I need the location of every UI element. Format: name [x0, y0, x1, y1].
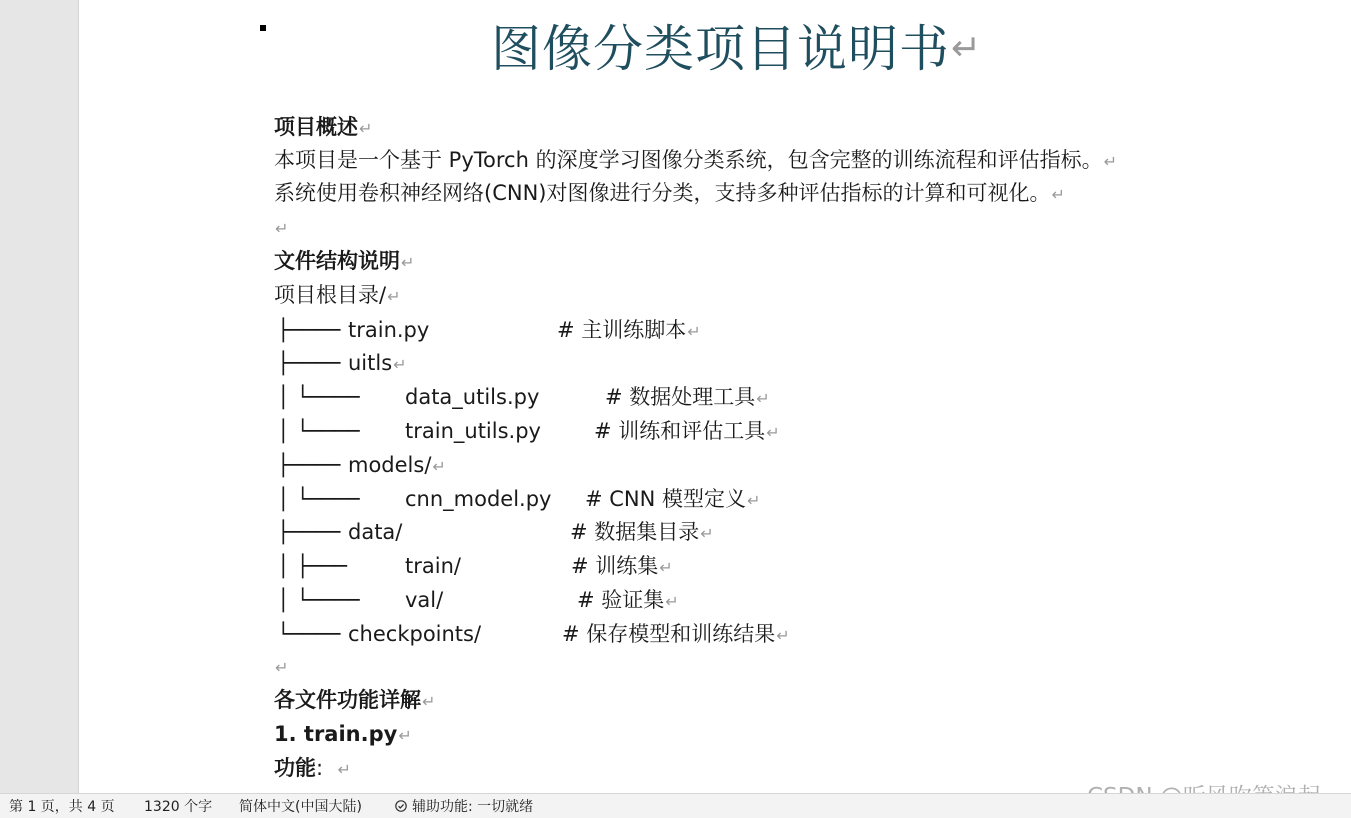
text-cursor-marker	[260, 25, 266, 31]
heading-overview[interactable]	[274, 112, 372, 144]
tree-item-comment: # 训练集↵	[571, 554, 673, 578]
tree-item-name[interactable]: train/	[405, 554, 461, 578]
status-accessibility[interactable]	[394, 798, 533, 816]
heading-details[interactable]	[274, 685, 435, 717]
empty-paragraph[interactable]	[274, 651, 288, 683]
paragraph-mark-icon: ↵	[659, 558, 673, 577]
paragraph-mark-icon: ↵	[700, 524, 714, 543]
document-title[interactable]	[491, 18, 982, 80]
heading-item-1[interactable]	[274, 719, 412, 751]
paragraph-mark-icon: ↵	[393, 355, 407, 374]
tree-prefix: ├────	[277, 453, 341, 477]
heading-text: 1. train.py	[274, 722, 398, 746]
overview-line-1[interactable]	[274, 145, 1117, 177]
tree-item-name[interactable]: checkpoints/	[348, 622, 482, 646]
paragraph-mark-icon: ↵	[776, 626, 790, 645]
function-colon: :	[316, 756, 324, 780]
tree-item-name[interactable]: models/↵	[348, 453, 446, 477]
tree-prefix: ├────	[277, 520, 341, 544]
paragraph-mark-icon: ↵	[401, 253, 415, 272]
tree-item-comment: # 训练和评估工具↵	[594, 419, 780, 443]
overview-line-2[interactable]	[274, 178, 1065, 210]
paragraph-mark-icon: ↵	[422, 692, 436, 711]
status-word-count[interactable]: 1320 个字	[144, 799, 213, 815]
paragraph-mark-icon: ↵	[747, 491, 761, 510]
tree-item-comment: # 保存模型和训练结果↵	[562, 622, 790, 646]
root-dir-text: 项目根目录/	[274, 283, 387, 307]
tree-prefix: │ ├───	[277, 554, 347, 578]
tree-item-comment: # 数据处理工具↵	[605, 385, 770, 409]
tree-prefix: │ └────	[277, 487, 360, 511]
tree-item-comment: # 数据集目录↵	[570, 520, 714, 544]
function-label: 功能	[274, 756, 316, 780]
heading-structure[interactable]	[274, 246, 414, 278]
paragraph-mark-icon: ↵	[951, 28, 983, 69]
paragraph-mark-icon: ↵	[432, 457, 446, 476]
paragraph-mark-icon: ↵	[665, 592, 679, 611]
tree-prefix: │ └────	[277, 419, 360, 443]
tree-prefix: ├────	[277, 318, 341, 342]
accessibility-icon	[394, 799, 408, 813]
paragraph-mark-icon: ↵	[398, 726, 412, 745]
title-text: 图像分类项目说明书	[491, 20, 950, 78]
accessibility-text: 辅助功能: 一切就绪	[412, 799, 534, 815]
tree-item-name[interactable]: data_utils.py	[405, 385, 540, 409]
heading-text: 文件结构说明	[274, 249, 400, 273]
function-label-line[interactable]	[274, 753, 351, 785]
tree-item-comment: # 验证集↵	[577, 588, 679, 612]
paragraph-mark-icon: ↵	[1051, 185, 1065, 204]
paragraph-mark-icon: ↵	[387, 287, 401, 306]
tree-item-name[interactable]: cnn_model.py	[405, 487, 552, 511]
paragraph-mark-icon: ↵	[337, 760, 351, 779]
paragraph-mark-icon: ↵	[1103, 152, 1117, 171]
paragraph-text: 本项目是一个基于 PyTorch 的深度学习图像分类系统，包含完整的训练流程和评估指标。	[274, 148, 1103, 172]
tree-item-name[interactable]: uitls↵	[348, 351, 407, 375]
tree-prefix: └────	[277, 622, 341, 646]
paragraph-mark-icon: ↵	[766, 423, 780, 442]
heading-text: 项目概述	[274, 115, 358, 139]
paragraph-text: 系统使用卷积神经网络(CNN)对图像进行分类，支持多种评估指标的计算和可视化。	[274, 181, 1051, 205]
tree-item-name[interactable]: train_utils.py	[405, 419, 541, 443]
left-margin-area	[0, 0, 78, 793]
tree-prefix: │ └────	[277, 385, 360, 409]
paragraph-mark-icon: ↵	[359, 119, 373, 138]
tree-item-name[interactable]: val/	[405, 588, 444, 612]
tree-item-comment: # CNN 模型定义↵	[585, 487, 761, 511]
status-language[interactable]: 简体中文(中国大陆)	[239, 799, 362, 815]
paragraph-mark-icon: ↵	[687, 322, 701, 341]
status-bar	[0, 793, 1351, 818]
paragraph-mark-icon: ↵	[275, 219, 289, 238]
tree-item-comment: # 主训练脚本↵	[557, 318, 701, 342]
tree-item-name[interactable]: data/	[348, 520, 403, 544]
tree-prefix: │ └────	[277, 588, 360, 612]
tree-prefix: ├────	[277, 351, 341, 375]
heading-text: 各文件功能详解	[274, 688, 421, 712]
paragraph-mark-icon: ↵	[275, 658, 289, 677]
document-page[interactable]	[78, 0, 1351, 793]
tree-item-name[interactable]: train.py	[348, 318, 430, 342]
paragraph-mark-icon: ↵	[756, 389, 770, 408]
empty-paragraph[interactable]	[274, 212, 288, 244]
status-page-info[interactable]: 第 1 页，共 4 页	[9, 799, 115, 815]
root-dir-line[interactable]	[274, 280, 400, 312]
